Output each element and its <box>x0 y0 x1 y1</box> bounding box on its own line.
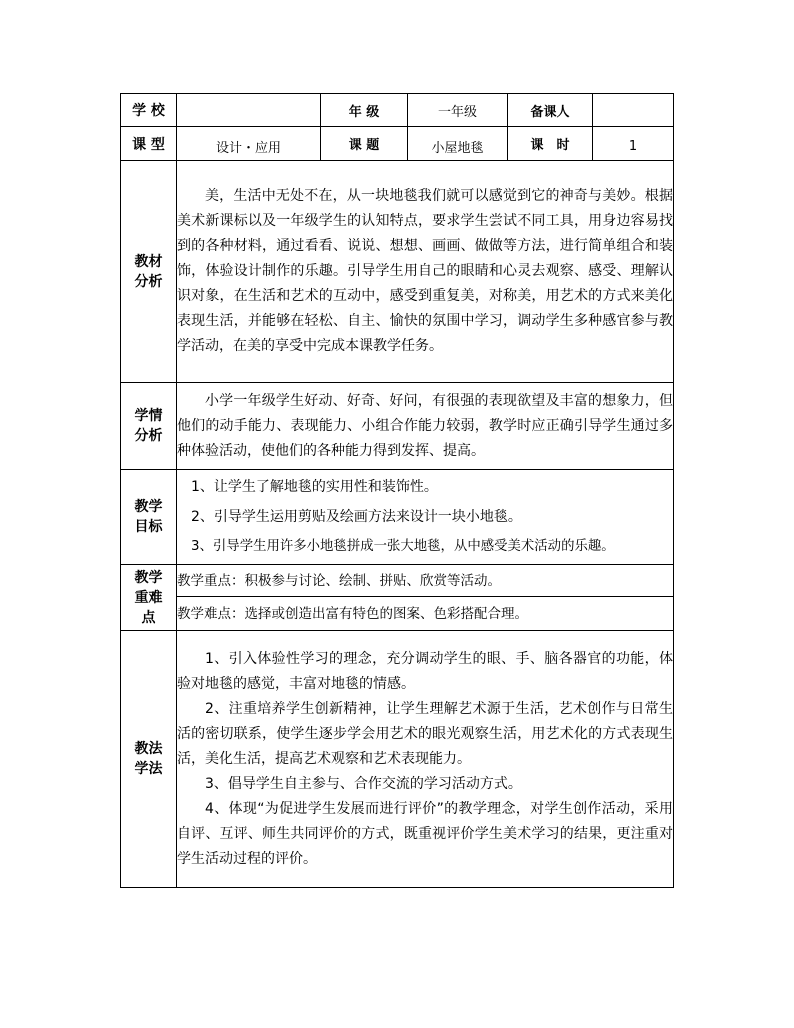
methods-label-line2: 学法 <box>134 761 163 777</box>
key-points-label-line2: 重难 <box>134 589 163 606</box>
method-item: 2、注重培养学生创新精神，让学生理解艺术源于生活，艺术创作与日常生活的密切联系，使学生逐步学会用艺术的眼光观察生活，用艺术化的方式表现生活，美化生活，提高艺术观察和艺术表现能力。 <box>177 700 673 767</box>
type-value: 设计・应用 <box>177 127 321 161</box>
key-points-label <box>121 565 177 631</box>
grade-label: 年 级 <box>321 94 408 127</box>
key-points-label-line3: 点 <box>141 609 156 626</box>
goals-label-line1: 教学 <box>134 499 163 515</box>
preparer-label: 备课人 <box>508 94 593 127</box>
type-label: 课 型 <box>121 127 177 161</box>
key-difficulty-row <box>121 597 674 631</box>
hours-value: 1 <box>593 127 674 161</box>
goals-label-line2: 目标 <box>134 519 163 535</box>
students-row <box>121 383 674 470</box>
material-label-line1: 教材 <box>134 253 163 270</box>
school-value <box>177 94 321 127</box>
goal-item: 1、让学生了解地毯的实用性和装饰性。 <box>191 479 438 495</box>
preparer-value <box>593 94 674 127</box>
key-points-label-line1: 教学 <box>134 569 163 586</box>
material-text: 美，生活中无处不在，从一块地毯我们就可以感觉到它的神奇与美妙。根据美术新课标以及一年级学生的认知特点，要求学生尝试不同工具，用身边容易找到的各种材料，通过看看、说说、想想、画画、做做等方法，进行简单组合和装饰，体验设计制作的乐趣。引导学生用自己的眼睛和心灵去观察、感受、理解认识对象，在生活和艺术的互动中，感受到重复美，对称美，用艺术的方式来美化表现生活，并能够在轻松、自主、愉快的氛围中学习，调动学生多种感官参与教学活动，在美的享受中完成本课教学任务。 <box>177 188 673 354</box>
lesson-plan-table <box>120 93 674 888</box>
goal-item: 2、引导学生运用剪贴及绘画方法来设计一块小地毯。 <box>191 509 522 525</box>
material-label <box>121 161 177 383</box>
goals-row <box>121 470 674 565</box>
school-label: 学 校 <box>121 94 177 127</box>
material-analysis <box>177 161 674 383</box>
key-focus-row <box>121 565 674 597</box>
method-item: 1、引入体验性学习的理念，充分调动学生的眼、手、脑各器官的功能，体验对地毯的感觉，丰富对地毯的情感。 <box>177 650 673 692</box>
header-row-2 <box>121 127 674 161</box>
teaching-goals <box>177 470 674 565</box>
students-label-line1: 学情 <box>134 408 163 424</box>
material-row <box>121 161 674 383</box>
goal-item: 3、引导学生用许多小地毯拼成一张大地毯，从中感受美术活动的乐趣。 <box>191 539 615 554</box>
grade-value: 一年级 <box>408 94 508 127</box>
goals-label <box>121 470 177 565</box>
topic-value: 小屋地毯 <box>408 127 508 161</box>
method-item: 4、体现“为促进学生发展而进行评价”的教学理念，对学生创作活动，采用自评、互评、师生共同评价的方式，既重视评价学生美术学习的结果，更注重对学生活动过程的评价。 <box>177 800 673 867</box>
students-label <box>121 383 177 470</box>
material-label-line2: 分析 <box>134 273 163 290</box>
methods-label-line1: 教法 <box>134 741 163 757</box>
method-item: 3、倡导学生自主参与、合作交流的学习活动方式。 <box>205 775 522 792</box>
topic-label: 课 题 <box>321 127 408 161</box>
teaching-difficulty: 教学难点：选择或创造出富有特色的图案、色彩搭配合理。 <box>177 597 674 631</box>
methods-label <box>121 631 177 888</box>
students-label-line2: 分析 <box>134 428 163 444</box>
hours-label: 课 时 <box>508 127 593 161</box>
teaching-methods <box>177 631 674 888</box>
students-text: 小学一年级学生好动、好奇、好问，有很强的表现欲望及丰富的想象力，但他们的动手能力、表现能力、小组合作能力较弱，教学时应正确引导学生通过多种体验活动，使他们的各种能力得到发挥、提高。 <box>177 392 673 459</box>
students-analysis <box>177 383 674 470</box>
teaching-focus: 教学重点：积极参与讨论、绘制、拼贴、欣赏等活动。 <box>177 565 674 597</box>
methods-row <box>121 631 674 888</box>
header-row-1 <box>121 94 674 127</box>
